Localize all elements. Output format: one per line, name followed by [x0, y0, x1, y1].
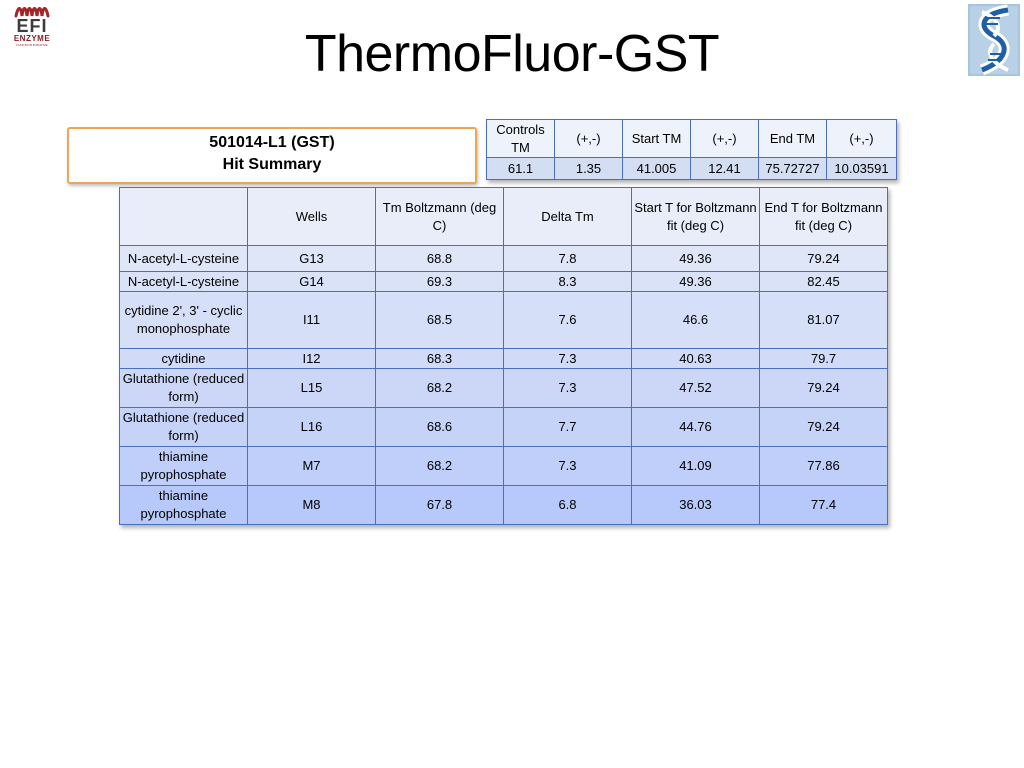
- table-cell: 79.24: [760, 246, 888, 272]
- table-cell: M7: [248, 447, 376, 486]
- table-cell: 8.3: [504, 272, 632, 292]
- controls-value-cell: 61.1: [487, 158, 555, 180]
- controls-header-cell: (+,-): [827, 120, 897, 158]
- table-row: [120, 246, 888, 272]
- efi-logo-tagline: FUNCTION INITIATIVE: [16, 43, 48, 47]
- table-cell: thiamine pyrophosphate: [120, 486, 248, 525]
- hits-header-row: [120, 188, 888, 246]
- table-cell: 47.52: [632, 369, 760, 408]
- table-cell: 68.6: [376, 408, 504, 447]
- controls-value-cell: 10.03591: [827, 158, 897, 180]
- table-cell: 46.6: [632, 292, 760, 349]
- table-row: [120, 408, 888, 447]
- table-row: [120, 486, 888, 525]
- hits-header-cell: Start T for Boltzmann fit (deg C): [632, 188, 760, 246]
- table-cell: 68.2: [376, 447, 504, 486]
- controls-header-cell: End TM: [759, 120, 827, 158]
- controls-value-cell: 41.005: [623, 158, 691, 180]
- table-cell: 7.8: [504, 246, 632, 272]
- controls-value-cell: 12.41: [691, 158, 759, 180]
- controls-value-cell: 1.35: [555, 158, 623, 180]
- table-cell: 68.2: [376, 369, 504, 408]
- table-cell: 77.86: [760, 447, 888, 486]
- table-cell: 77.4: [760, 486, 888, 525]
- table-cell: G14: [248, 272, 376, 292]
- table-cell: G13: [248, 246, 376, 272]
- table-cell: 41.09: [632, 447, 760, 486]
- table-cell: 7.6: [504, 292, 632, 349]
- table-row: [120, 349, 888, 369]
- table-cell: 7.7: [504, 408, 632, 447]
- table-cell: N-acetyl-L-cysteine: [120, 272, 248, 292]
- hits-header-cell: End T for Boltzmann fit (deg C): [760, 188, 888, 246]
- table-cell: 49.36: [632, 246, 760, 272]
- table-cell: 67.8: [376, 486, 504, 525]
- controls-header-cell: Controls TM: [487, 120, 555, 158]
- table-cell: I12: [248, 349, 376, 369]
- efi-logo-subtext: ENZYME: [13, 34, 51, 43]
- controls-table: [486, 119, 897, 180]
- table-cell: 68.5: [376, 292, 504, 349]
- table-cell: Glutathione (reduced form): [120, 369, 248, 408]
- summary-line-1: 501014-L1 (GST): [209, 134, 335, 151]
- hit-summary-box: [67, 127, 477, 184]
- table-row: [120, 292, 888, 349]
- table-row: [120, 272, 888, 292]
- hits-header-cell: Tm Boltzmann (deg C): [376, 188, 504, 246]
- efi-logo-text: EFI: [16, 16, 48, 36]
- summary-line-2: Hit Summary: [222, 156, 322, 173]
- table-cell: 69.3: [376, 272, 504, 292]
- controls-header-cell: (+,-): [555, 120, 623, 158]
- table-cell: Glutathione (reduced form): [120, 408, 248, 447]
- table-cell: 7.3: [504, 447, 632, 486]
- table-cell: 6.8: [504, 486, 632, 525]
- table-cell: thiamine pyrophosphate: [120, 447, 248, 486]
- table-cell: 81.07: [760, 292, 888, 349]
- table-cell: M8: [248, 486, 376, 525]
- table-cell: 82.45: [760, 272, 888, 292]
- slide-title: ThermoFluor-GST: [304, 25, 720, 83]
- table-cell: 79.24: [760, 369, 888, 408]
- table-cell: L15: [248, 369, 376, 408]
- table-cell: 68.3: [376, 349, 504, 369]
- table-cell: 36.03: [632, 486, 760, 525]
- hits-header-cell: Wells: [248, 188, 376, 246]
- table-cell: 44.76: [632, 408, 760, 447]
- table-row: [120, 369, 888, 408]
- controls-header-row: [487, 120, 897, 158]
- table-row: [120, 447, 888, 486]
- table-cell: cytidine 2', 3' - cyclic monophosphate: [120, 292, 248, 349]
- table-cell: I11: [248, 292, 376, 349]
- table-cell: 79.24: [760, 408, 888, 447]
- controls-header-cell: (+,-): [691, 120, 759, 158]
- table-cell: 49.36: [632, 272, 760, 292]
- table-cell: 7.3: [504, 369, 632, 408]
- controls-value-row: [487, 158, 897, 180]
- table-cell: N-acetyl-L-cysteine: [120, 246, 248, 272]
- table-cell: 68.8: [376, 246, 504, 272]
- hits-header-cell: [120, 188, 248, 246]
- table-cell: 7.3: [504, 349, 632, 369]
- controls-value-cell: 75.72727: [759, 158, 827, 180]
- table-cell: L16: [248, 408, 376, 447]
- table-cell: 40.63: [632, 349, 760, 369]
- table-cell: cytidine: [120, 349, 248, 369]
- table-cell: 79.7: [760, 349, 888, 369]
- hits-table: [119, 187, 888, 525]
- controls-header-cell: Start TM: [623, 120, 691, 158]
- hits-header-cell: Delta Tm: [504, 188, 632, 246]
